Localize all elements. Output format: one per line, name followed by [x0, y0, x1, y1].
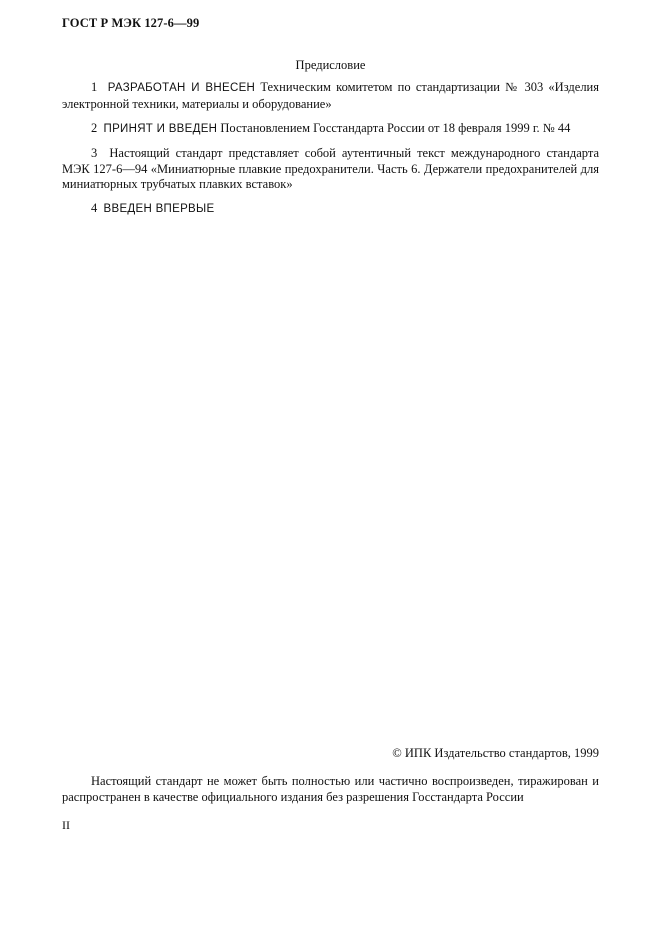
item-number: 1 — [91, 80, 98, 94]
paragraph-3 — [62, 146, 599, 193]
item-number: 2 — [91, 121, 98, 135]
paragraph-2 — [62, 121, 599, 138]
item-lead: РАЗРАБОТАН И ВНЕСЕН — [107, 82, 256, 94]
paragraph-1 — [62, 80, 599, 112]
paragraph-4 — [62, 201, 599, 218]
item-text: Постановлением Госстандарта России от 18 февраля 1999 г. № 44 — [220, 121, 571, 135]
item-lead: ПРИНЯТ И ВВЕДЕН — [103, 123, 218, 135]
item-text: Настоящий стандарт представляет собой аутентичный текст международного стандарта МЭК 127-6—94 «Миниатюрные плавкие предохранители. Часть 6. Держатели предохранителей для миниатюрных трубчатых плавких вставок» — [62, 146, 600, 191]
reproduction-notice: Настоящий стандарт не может быть полностью или частично воспроизведен, тиражирован и распространен в качестве официального издания без разрешения Госстандарта России — [62, 774, 599, 804]
page-header: ГОСТ Р МЭК 127-6—99 — [62, 16, 200, 30]
page-title: Предисловие — [295, 58, 366, 72]
item-number: 3 — [91, 146, 98, 160]
copyright-line: © ИПК Издательство стандартов, 1999 — [392, 746, 599, 760]
item-text: Техническим комитетом по стандартизации № 303 «Изделия электронной техники, материалы и оборудование» — [62, 80, 599, 111]
item-lead: ВВЕДЕН ВПЕРВЫЕ — [103, 203, 215, 215]
page-number: II — [62, 818, 70, 832]
item-number: 4 — [91, 201, 98, 215]
